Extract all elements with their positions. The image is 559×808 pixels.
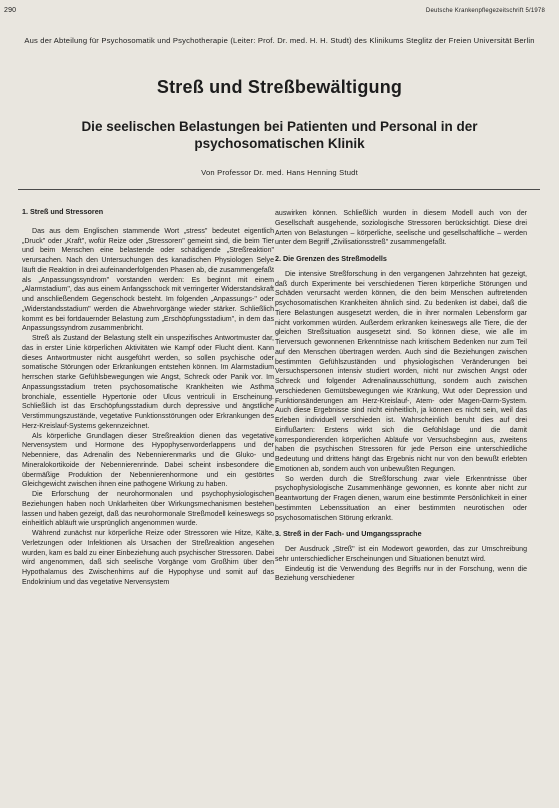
paragraph: Streß als Zustand der Belastung stellt ein unspezifisches Antwortmuster dar, das in erster Linie körperlichen Aktivitäten wie Kampf oder Flucht dient. Kann dieses Antwortmuster nicht ausgeführt werden, so sollen psychische oder somatische Störungen oder Erkrankungen entstehen können. Im Alarmstadium herrschen starke Gefühlsbewegungen wie Angst, Schreck oder Panik vor. Im Anpassungsstadium treten psychosomatische Krankheiten wie Asthma bronchiale, essentielle Hypertonie oder Ulcus ventriculi in Erscheinung. Schließlich ist das Erschöpfungsstadium durch depressive und ängstliche Verstimmungszustände, vegetative Funktionsstörungen oder Erkrankungen des Herz-Kreislauf-Systems gekennzeichnet. <box>22 335 274 430</box>
paragraph: Eindeutig ist die Verwendung des Begriffs nur in der Forschung, wenn die Beziehung verschiedener <box>275 565 527 583</box>
journal-name: Deutsche Krankenpflegezeitschrift 5/1978 <box>425 8 545 14</box>
paragraph: Die Erforschung der neurohormonalen und psychophysiologischen Beziehungen haben noch Unklarheiten über Wirkungsmechanismen bestehen lassen und haben gezeigt, daß das neurohormonale Streßmodell keineswegs so einheitlich abläuft wie ursprünglich angenommen wurde. <box>22 491 274 528</box>
title-divider <box>18 189 540 190</box>
paragraph-continued: auswirken können. Schließlich wurden in diesem Modell auch von der Gesellschaft ausgehende, soziologische Stressoren berücksichtigt. Diese drei Arten von Belastungen – körperliche, seelische und gesellschaftliche – werden unter dem Begriff „Zivilisationsstreß" zusammengefaßt. <box>275 210 527 247</box>
paragraph: Während zunächst nur körperliche Reize oder Stressoren wie Hitze, Kälte, Verletzungen oder Infektionen als Ursachen der Streßreaktion angesehen wurden, kam es bald zu einer Einbeziehung auch psychischer Stressoren. Dabei wird angenommen, daß sich seelische Vorgänge vom Großhirn über den Hypothalamus des Zwischenhirns auf die Hypophyse und somit auf das Endokrinium und das vegetative Nervensystem <box>22 530 274 586</box>
left-column <box>22 207 274 588</box>
page-number: 290 <box>4 7 17 14</box>
article-title: Streß und Streßbewältigung <box>156 77 403 97</box>
section-heading-2: 2. Die Grenzen des Streßmodells <box>275 254 387 263</box>
paragraph: Die intensive Streßforschung in den vergangenen Jahrzehnten hat gezeigt, daß durch Experimente bei verschiedenen Tieren körperliche Störungen und Schäden verursacht werden können, die den beim Menschen auftretenden psychosomatischen Krankheiten ähnlich sind. Zu bedenken ist dabei, daß die Tiere Belastungen ausgesetzt werden, die in ihrer normalen Lebensform gar nicht vorkommen würden. Außerdem erkranken keineswegs alle Tiere, die der gleichen Streßsituation ausgesetzt sind. So können diese, wie alle im Tierversuch gewonnenen Erkenntnisse nach kritischem Bedenken nur zum Teil auf den Menschen übertragen werden. Auch sind die Beziehungen zwischen bestimmten Gefühlszuständen und physiologischen Veränderungen bei Versuchspersonen intensiv studiert worden, nicht nur zwischen Angst oder Schreck und folgender Adrenalinausschüttung, sondern auch zwischen verschiedenen Gemütsbewegungen wie Kränkung, Wut oder Depression und Funktionsänderungen am Herz-Kreislauf-, Atem- oder Magen-Darm-System. Auch diese Ergebnisse sind nicht einheitlich, ja können es nicht sein, weil das Erleben individuell verschieden ist. Wahrscheinlich beruht dies auf drei Einflußarten: Erstens wirkt sich die Gefühlslage und die damit korrespondierenden körperlichen Abläufe vor Versuchsbeginn aus, zweitens haben die psychischen Stressoren für jede Person eine unterschiedliche Bedeutung und drittens hängt das Ergebnis nicht nur von den bewußt erlebten Emotionen ab, sondern auch von unbewußten Regungen. <box>275 270 527 473</box>
paragraph: So werden durch die Streßforschung zwar viele Erkenntnisse über psychophysiologische Zusammenhänge gewonnen, es konnte aber nicht zur Beantwortung der Fragen dienen, warum eine bestimmte Persönlichkeit in einer bestimmten Lebenssituation an einer bestimmten neurotischen oder psychosomatischen Störung erkrankt. <box>275 475 527 522</box>
section-heading-1: 1. Streß und Stressoren <box>22 207 104 216</box>
right-column <box>275 209 527 584</box>
author-line: Von Professor Dr. med. Hans Henning Studt <box>201 168 358 177</box>
paragraph: Der Ausdruck „Streß" ist ein Modewort geworden, das zur Umschreibung sehr unterschiedlicher Erscheinungen und Situationen benutzt wird. <box>275 546 527 563</box>
affiliation: Aus der Abteilung für Psychosomatik und Psychotherapie (Leiter: Prof. Dr. med. H. H. Studt) des Klinikums Steglitz der Freien Universität Berlin <box>24 36 535 45</box>
paragraph: Das aus dem Englischen stammende Wort „stress" bedeutet eigentlich „Druck" oder „Kraft", wofür Reize oder „Stressoren" gemeint sind, die beim Tier und beim Menschen eine belastende oder schädigende „Streßreaktion" verursachen. Nach den Untersuchungen des kanadischen Physiologen Selye läuft die Reaktion in drei aufeinanderfolgenden Phasen ab, die zusammengefaßt als „Anpassungssyndrom" vorstanden werden: Es beginnt mit einem „Alarmstadium", das aus einem Anfangsschock mit verringerter Widerstandskraft und anschließendem Gegenschock besteht. Im folgenden „Anpassungs-" oder „Widerstandsstadium" werden die Abwehrvorgänge wieder stärker. Schließlich kommt es bei fortdauernder Belastung zum „Erschöpfungsstadium", in dem das Anpassungssyndrom zusammenbricht. <box>22 227 274 333</box>
paragraph: Als körperliche Grundlagen dieser Streßreaktion dienen das vegetative Nervensystem und Hormone des Hypophysenvorderlappens und der Nebenniere, das Adrenalin des Nebennierenmarks und die Gluko- und Mineralokortikoide der Nebennierenrinde. Dabei scheint insbesondere die übermäßige Produktion der Nebennierenhormone und ein gestörtes Gleichgewicht zwischen ihnen eine pathogene Wirkung zu haben. <box>22 432 274 489</box>
article-subtitle: Die seelischen Belastungen bei Patienten und Personal in der psychosomatischen Klinik <box>81 119 478 151</box>
section-heading-3: 3. Streß in der Fach- und Umgangssprache <box>275 529 422 539</box>
